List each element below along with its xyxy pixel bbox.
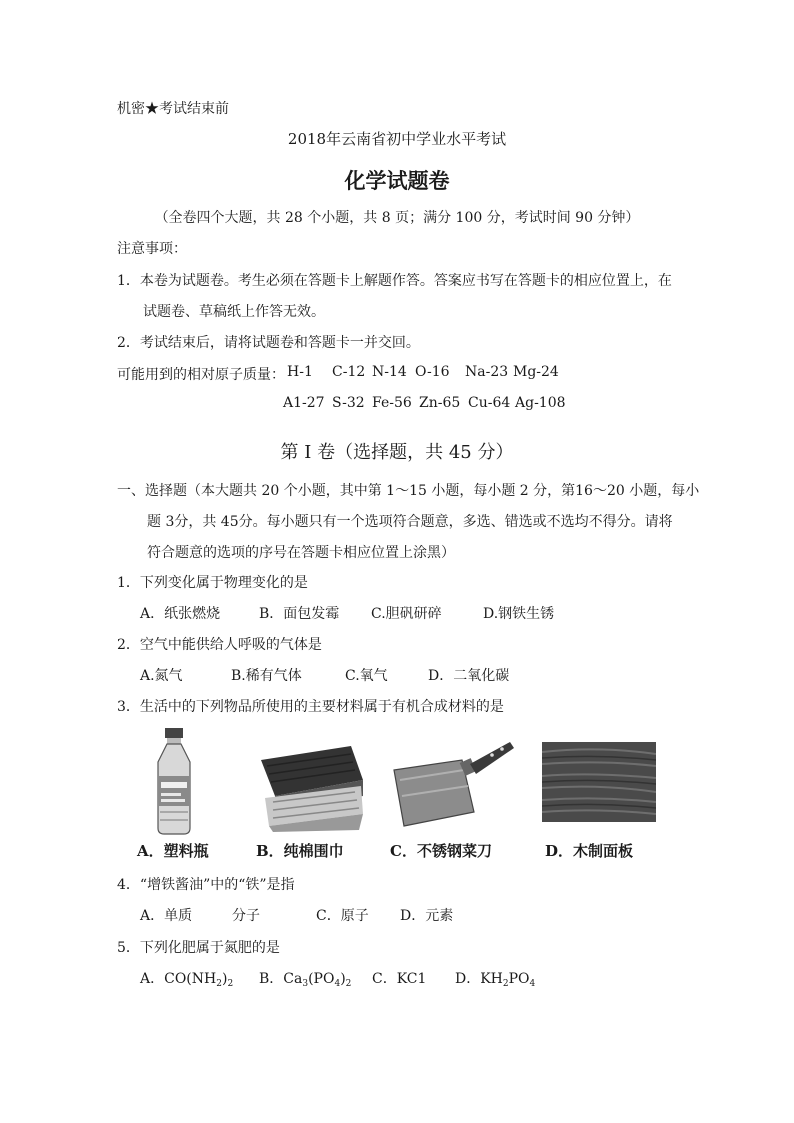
plastic-bottle-image [148, 728, 200, 836]
question-2-option-b: B.稀有气体 [231, 668, 302, 684]
atomic-mass: C-12 [332, 364, 366, 380]
paper-info: （全卷四个大题，共 28 个小题，共 8 页；满分 100 分，考试时间 90 分钟） [154, 210, 640, 226]
secret-mark: 机密★考试结束前 [117, 101, 229, 117]
cotton-scarf-image [255, 740, 367, 834]
question-1-option-a: A．纸张燃烧 [140, 606, 221, 622]
notice-heading: 注意事项： [117, 241, 187, 257]
atomic-mass: O-16 [415, 364, 450, 380]
notice-item-1: 1．本卷为试题卷。考生必须在答题卡上解题作答。答案应书写在答题卡的相应位置上，在 [117, 273, 672, 289]
atomic-mass: S-32 [332, 395, 365, 411]
section-title: 第 I 卷（选择题，共 45 分） [280, 442, 514, 463]
question-3-option-b: B．纯棉围巾 [256, 842, 344, 860]
question-2-option-a: A.氮气 [140, 668, 183, 684]
notice-item-1-cont: 试题卷、草稿纸上作答无效。 [143, 304, 325, 320]
question-4-stem: 4．“增铁酱油”中的“铁”是指 [117, 877, 295, 893]
atomic-mass: Mg-24 [513, 364, 559, 380]
question-4-option-d: D．元素 [400, 908, 454, 924]
atomic-mass: Zn-65 [419, 395, 461, 411]
cleaver-knife-image [392, 740, 516, 830]
atomic-mass: Cu-64 [468, 395, 511, 411]
question-2-option-d: D．二氧化碳 [428, 668, 510, 684]
question-5-option-a: A．$CO(NH_2)_2$ [140, 971, 234, 989]
question-2-stem: 2．空气中能供给人呼吸的气体是 [117, 637, 322, 653]
section-intro-cont: 题 3分，共 45分。每小题只有一个选项符合题意，多选、错选或不选均不得分。请将 [147, 514, 673, 530]
exam-title: 2018年云南省初中学业水平考试 [287, 130, 507, 148]
question-3-option-d: D．木制面板 [545, 842, 634, 860]
question-1-option-b: B．面包发霉 [259, 606, 340, 622]
question-5-stem: 5．下列化肥属于氮肥的是 [117, 940, 280, 956]
question-3-option-c: C．不锈钢菜刀 [390, 842, 492, 860]
atomic-mass-label: 可能用到的相对原子质量： [117, 367, 285, 383]
section-intro-cont: 符合题意的选项的序号在答题卡相应位置上涂黑） [147, 545, 455, 561]
question-1-option-d: D.钢铁生锈 [483, 606, 555, 622]
atomic-mass: N-14 [372, 364, 407, 380]
question-3-option-a: A．塑料瓶 [137, 842, 209, 860]
question-4-option-a: A．单质 [140, 908, 193, 924]
atomic-mass: Ag-108 [515, 395, 566, 411]
question-2-option-c: C.氧气 [345, 668, 388, 684]
wooden-board-image [542, 742, 656, 822]
section-intro: 一、选择题（本大题共 20 个小题，其中第 1～15 小题，每小题 2 分，第16～20 小题，每小 [117, 483, 700, 499]
paper-title: 化学试题卷 [344, 168, 450, 193]
question-4-option-c: C．原子 [316, 908, 369, 924]
atomic-mass: Fe-56 [372, 395, 412, 411]
question-5-option-c: C．KC1 [372, 971, 427, 987]
question-1-stem: 1．下列变化属于物理变化的是 [117, 575, 308, 591]
question-3-stem: 3．生活中的下列物品所使用的主要材料属于有机合成材料的是 [117, 699, 504, 715]
atomic-mass: Na-23 [465, 364, 509, 380]
question-1-option-c: C.胆矾研碎 [371, 606, 442, 622]
question-4-option-b: 分子 [232, 908, 260, 924]
notice-item-2: 2．考试结束后，请将试题卷和答题卡一并交回。 [117, 335, 420, 351]
question-5-option-b: B．$Ca_3(PO_4)_2$ [259, 971, 352, 989]
atomic-mass: H-1 [287, 364, 313, 380]
atomic-mass: A1-27 [283, 395, 325, 411]
question-5-option-d: D．$KH_2PO_4$ [455, 971, 536, 989]
